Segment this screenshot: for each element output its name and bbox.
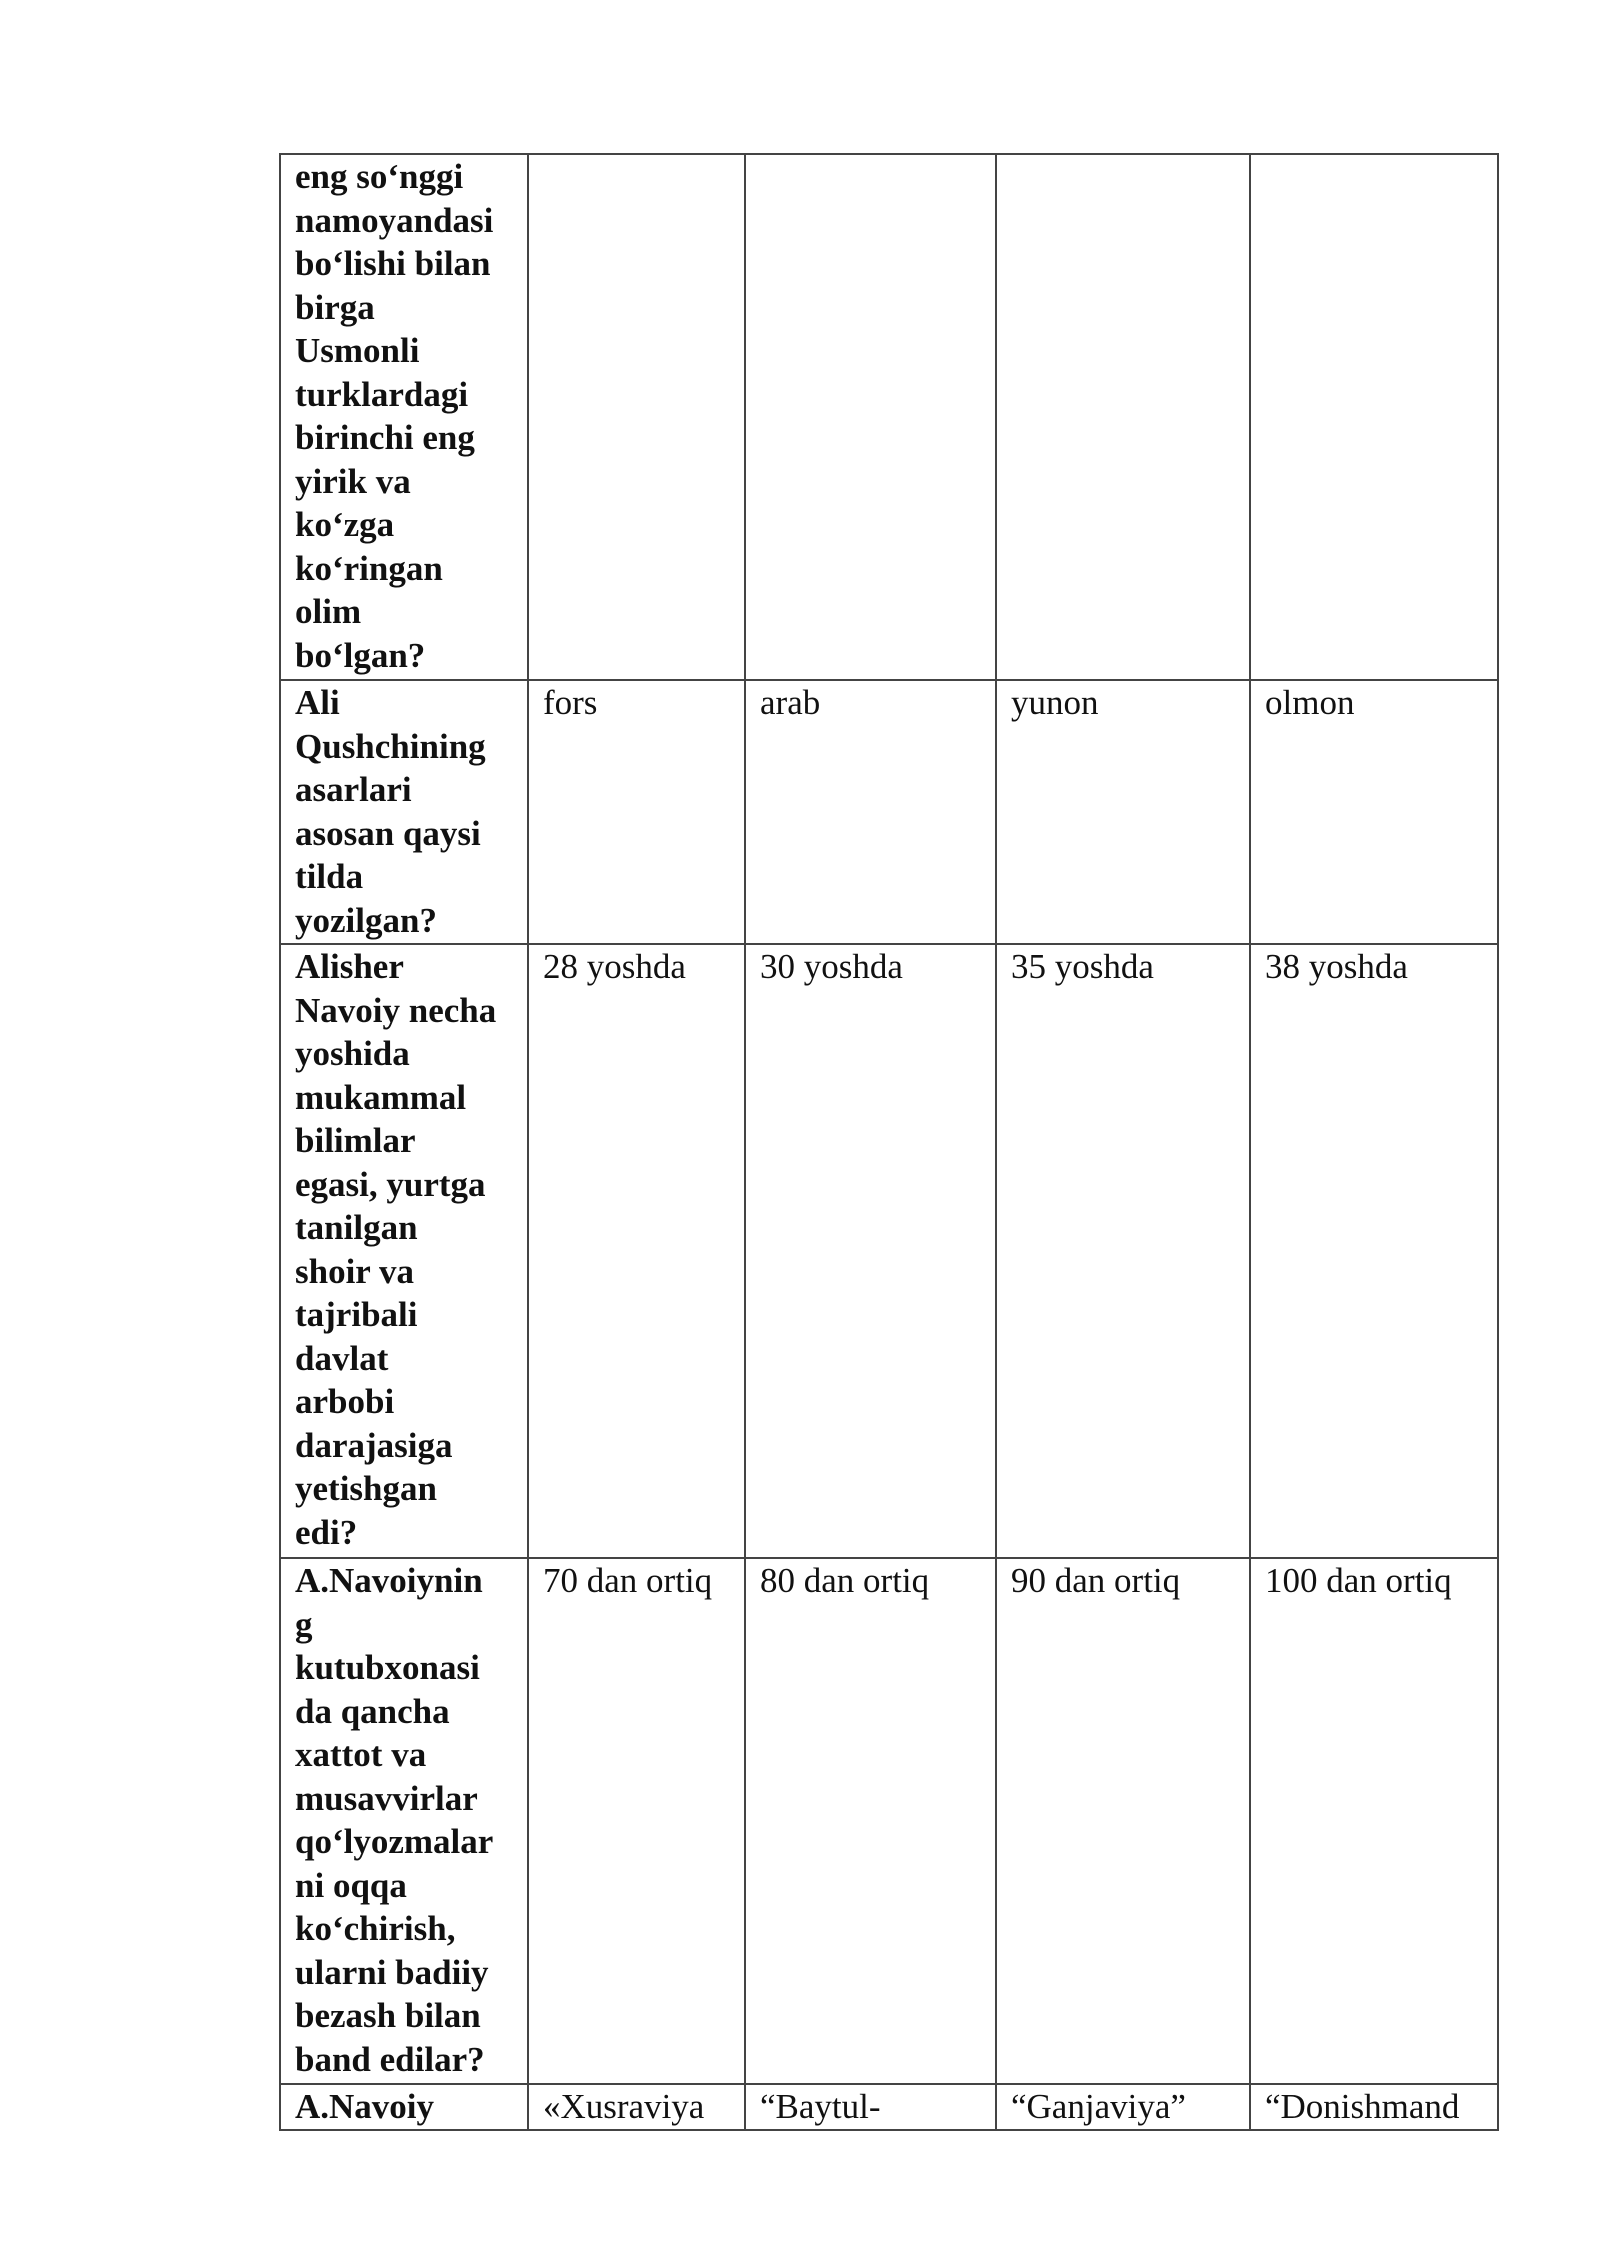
question-line: tanilgan	[295, 1208, 418, 1247]
option-cell-a	[528, 154, 745, 680]
question-cell	[280, 1558, 528, 2084]
option-cell-a: fors	[528, 680, 745, 944]
table-row	[280, 944, 1498, 1558]
question-line: asosan qaysi	[295, 813, 481, 853]
option-cell-d: 100 dan ortiq	[1250, 1558, 1498, 2084]
question-line: Ali	[295, 683, 340, 722]
question-line: shoir va	[295, 1251, 414, 1291]
option-cell-b	[745, 154, 996, 680]
option-cell-d: olmon	[1250, 680, 1498, 944]
question-line: xattot va	[295, 1735, 427, 1774]
option-cell-c: “Ganjaviya”	[996, 2084, 1250, 2130]
question-line: yetishgan	[295, 1469, 437, 1508]
question-line: yirik va	[295, 461, 411, 501]
option-cell-b: 30 yoshda	[745, 944, 996, 1558]
question-cell	[280, 680, 528, 944]
question-cell	[280, 2084, 528, 2130]
question-line: edi?	[295, 1512, 358, 1552]
question-line: yoshida	[295, 1034, 410, 1073]
question-cell	[280, 944, 528, 1558]
question-line: egasi, yurtga	[295, 1164, 486, 1204]
option-cell-a: 28 yoshda	[528, 944, 745, 1558]
question-line: yozilgan?	[295, 900, 437, 940]
option-cell-b: “Baytul-	[745, 2084, 996, 2130]
question-line: bo‘lishi bilan	[295, 244, 491, 283]
question-line: ko‘ringan	[295, 548, 443, 588]
option-cell-d	[1250, 154, 1498, 680]
question-line: bilimlar	[295, 1121, 416, 1160]
question-line: A.Navoiy	[295, 2087, 435, 2126]
question-line: Qushchining	[295, 726, 486, 766]
question-line: band edilar?	[295, 2039, 485, 2079]
question-line: birinchi eng	[295, 418, 475, 457]
question-line: ni oqqa	[295, 1865, 407, 1905]
question-line: g	[295, 1604, 313, 1644]
question-cell	[280, 154, 528, 680]
question-line: Navoiy necha	[295, 990, 497, 1030]
option-cell-d: 38 yoshda	[1250, 944, 1498, 1558]
question-line: qo‘lyozmalar	[295, 1822, 494, 1861]
table-row	[280, 1558, 1498, 2084]
quiz-table	[279, 153, 1499, 2131]
question-line: arbobi	[295, 1382, 395, 1421]
question-line: Usmonli	[295, 331, 420, 370]
table-row	[280, 154, 1498, 680]
question-line: musavvirlar	[295, 1778, 478, 1818]
question-line: ko‘zga	[295, 505, 395, 544]
option-cell-c	[996, 154, 1250, 680]
question-line: davlat	[295, 1338, 389, 1378]
question-line: mukammal	[295, 1077, 467, 1117]
quiz-table-body	[280, 154, 1498, 2130]
question-line: birga	[295, 287, 375, 327]
question-line: A.Navoiynin	[295, 1561, 483, 1600]
option-cell-b: 80 dan ortiq	[745, 1558, 996, 2084]
question-line: olim	[295, 592, 362, 631]
option-cell-c: 90 dan ortiq	[996, 1558, 1250, 2084]
question-line: ularni badiiy	[295, 1952, 489, 1992]
question-line: da qancha	[295, 1691, 450, 1731]
question-line: bo‘lgan?	[295, 635, 426, 675]
option-cell-a: «Xusraviya	[528, 2084, 745, 2130]
option-cell-c: 35 yoshda	[996, 944, 1250, 1558]
question-line: kutubxonasi	[295, 1648, 480, 1687]
question-line: eng so‘nggi	[295, 157, 464, 196]
option-cell-c: yunon	[996, 680, 1250, 944]
question-line: namoyandasi	[295, 200, 494, 240]
question-line: tajribali	[295, 1295, 418, 1334]
question-line: darajasiga	[295, 1425, 453, 1465]
table-row	[280, 680, 1498, 944]
question-line: asarlari	[295, 770, 412, 809]
question-line: Alisher	[295, 947, 404, 986]
question-line: bezash bilan	[295, 1996, 481, 2035]
question-line: ko‘chirish,	[295, 1909, 456, 1948]
option-cell-b: arab	[745, 680, 996, 944]
option-cell-a: 70 dan ortiq	[528, 1558, 745, 2084]
option-cell-d: “Donishmand	[1250, 2084, 1498, 2130]
question-line: turklardagi	[295, 374, 469, 414]
question-line: tilda	[295, 857, 364, 896]
table-row	[280, 2084, 1498, 2130]
